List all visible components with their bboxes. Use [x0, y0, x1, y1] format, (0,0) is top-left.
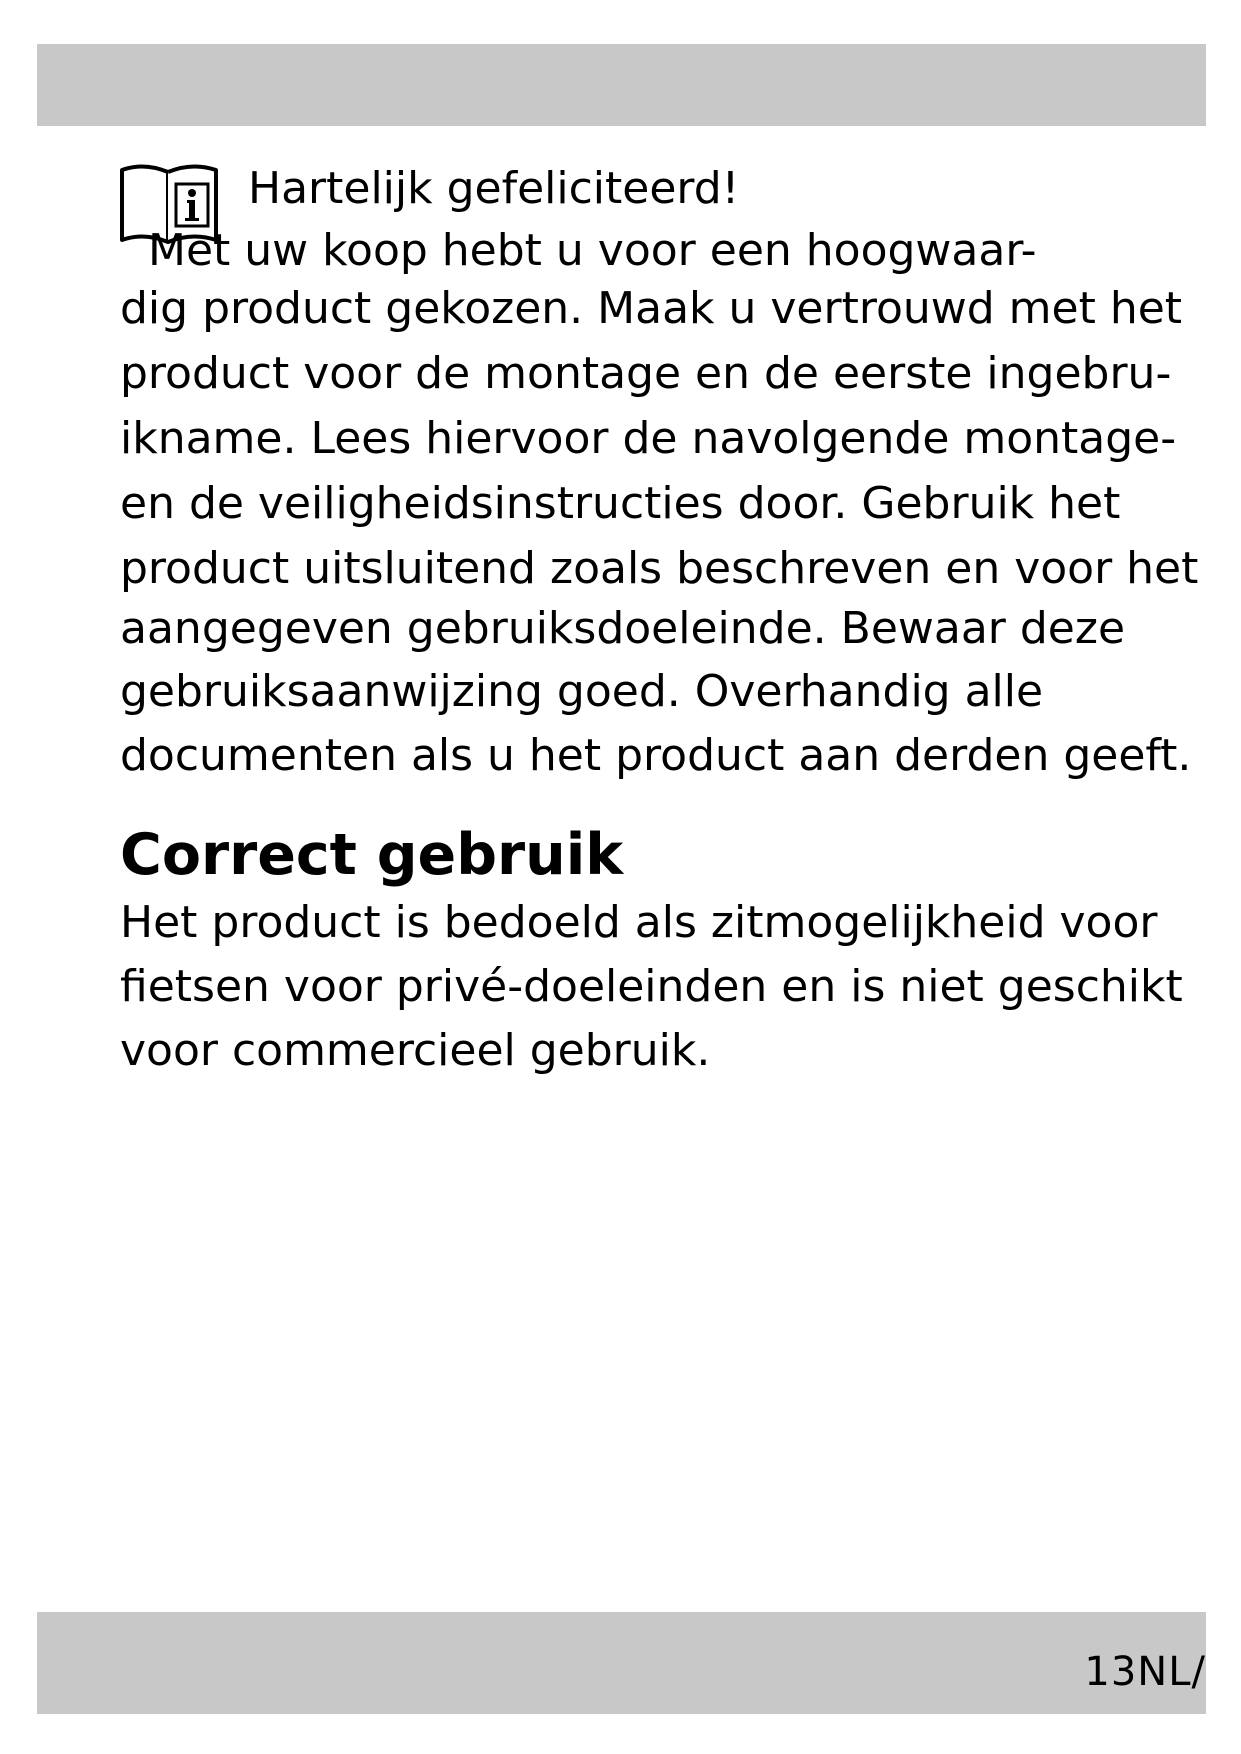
intro-text-line: product uitsluitend zoals beschreven en voor het — [120, 543, 1199, 594]
greeting-heading: Hartelijk gefeliciteerd! — [248, 163, 740, 214]
section-text-line: fietsen voor privé-doeleinden en is niet geschikt — [120, 961, 1183, 1012]
page-number: 13NL/ — [1084, 1649, 1206, 1695]
header-band — [37, 44, 1206, 126]
intro-text-line: gebruiksaanwijzing goed. Overhandig alle — [120, 666, 1044, 717]
intro-text-line: en de veiligheidsinstructies door. Gebruik het — [120, 478, 1121, 529]
section-heading: Correct gebruik — [120, 822, 624, 888]
section-text-line: Het product is bedoeld als zitmogelijkheid voor — [120, 897, 1158, 948]
section-text-line: voor commercieel gebruik. — [120, 1025, 711, 1076]
intro-text-line: dig product gekozen. Maak u vertrouwd met het — [120, 283, 1183, 334]
intro-text-line: ikname. Lees hiervoor de navolgende montage- — [120, 413, 1177, 464]
intro-text-line: Met uw koop hebt u voor een hoogwaar- — [148, 225, 1037, 276]
intro-text-line: product voor de montage en de eerste ingebru- — [120, 348, 1172, 399]
footer-band — [37, 1612, 1206, 1714]
intro-text-line: documenten als u het product aan derden geeft. — [120, 730, 1192, 781]
intro-text-line: aangegeven gebruiksdoeleinde. Bewaar deze — [120, 603, 1126, 654]
